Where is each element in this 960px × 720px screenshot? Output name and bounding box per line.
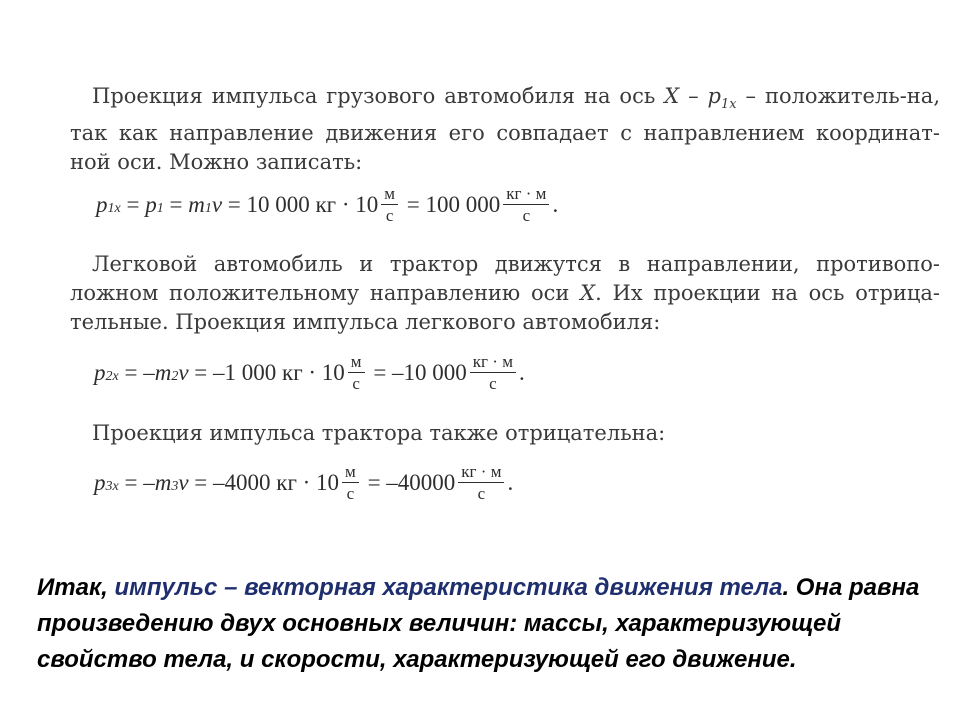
eq3-result: = –40000 bbox=[361, 470, 456, 495]
eq1-lhs: p bbox=[96, 192, 108, 217]
eq2-lhs: p bbox=[94, 360, 106, 385]
fraction-numerator: м bbox=[381, 184, 398, 205]
summary-rest: Она равна произведению двух основных величин: массы, характеризующей свойство тела, и скорости, характеризующей его движение. bbox=[37, 574, 920, 673]
eq2-unit-fraction-2 bbox=[470, 352, 516, 393]
summary-lead: Итак, bbox=[37, 574, 115, 601]
eq2-period: . bbox=[518, 360, 525, 385]
eq1-m-sub: 1 bbox=[204, 201, 212, 216]
summary-dot: . bbox=[782, 574, 790, 601]
eq1-p-sub: 1 bbox=[156, 201, 164, 216]
eq3-unit-fraction-2 bbox=[458, 462, 504, 503]
eq3-v: v bbox=[178, 470, 189, 495]
symbol-subscript: 1x bbox=[720, 97, 737, 113]
eq1-lhs-sub: 1x bbox=[107, 201, 121, 216]
fraction-denominator: с bbox=[489, 374, 497, 393]
fraction-numerator: кг · м bbox=[458, 462, 504, 483]
paragraph-3 bbox=[70, 419, 940, 448]
fraction-numerator: кг · м bbox=[470, 352, 516, 373]
eq3-unit-fraction-1 bbox=[342, 462, 359, 503]
fraction-denominator: с bbox=[522, 206, 531, 225]
axis-label: X bbox=[580, 281, 596, 305]
eq1-period: . bbox=[552, 192, 559, 217]
eq1-unit-fraction-1 bbox=[381, 184, 398, 225]
eq2-v: v bbox=[178, 360, 189, 385]
eq2-unit-fraction-1 bbox=[348, 352, 365, 393]
eq1-p: p bbox=[145, 192, 157, 217]
paragraph-1-continuation: – положитель-на, так как направление движения его совпадает с направлением координат-ной оси. Можно записать: bbox=[70, 84, 940, 175]
symbol-p: p bbox=[707, 84, 721, 108]
dash: – bbox=[679, 84, 708, 108]
fraction-numerator: кг · м bbox=[503, 184, 549, 205]
fraction-denominator: с bbox=[352, 374, 360, 393]
summary-definition: импульс – векторная характеристика движения тела bbox=[114, 574, 783, 601]
eq2-m-sub: 2 bbox=[171, 369, 179, 384]
eq3-m: m bbox=[154, 470, 172, 495]
eq2-lhs-sub: 2x bbox=[105, 369, 119, 384]
paragraph-2-continuation: . Их проекции на ось отрица-тельные. Проекция импульса легкового автомобиля: bbox=[70, 281, 941, 334]
eq1-m: m bbox=[188, 192, 205, 217]
eq1-equals: = bbox=[120, 192, 146, 217]
equation-1 bbox=[96, 184, 558, 225]
fraction-denominator: с bbox=[477, 484, 486, 503]
eq3-value: = –4000 кг · 10 bbox=[188, 470, 340, 495]
equation-2 bbox=[94, 352, 525, 393]
summary-text bbox=[37, 570, 927, 678]
eq2-equals: = – bbox=[118, 360, 155, 385]
eq3-period: . bbox=[507, 470, 514, 495]
eq1-v: v bbox=[211, 192, 223, 217]
eq2-result: = –10 000 bbox=[367, 360, 467, 385]
eq1-result: = 100 000 bbox=[401, 192, 501, 217]
paragraph-2 bbox=[70, 250, 940, 337]
eq3-lhs-sub: 3x bbox=[105, 479, 119, 494]
eq3-m-sub: 3 bbox=[171, 479, 179, 494]
eq1-equals-2: = bbox=[163, 192, 189, 217]
fraction-numerator: м bbox=[342, 462, 359, 483]
fraction-denominator: с bbox=[346, 484, 355, 503]
eq3-lhs: p bbox=[94, 470, 106, 495]
equation-3 bbox=[94, 462, 513, 503]
eq2-value: = –1 000 кг · 10 bbox=[188, 360, 345, 385]
paragraph-2-text: Легковой автомобиль и трактор движутся в направлении, противопо-ложном положительному направлению оси bbox=[70, 252, 940, 305]
paragraph-3-text: Проекция импульса трактора также отрицательна: bbox=[92, 421, 666, 445]
fraction-denominator: с bbox=[385, 206, 394, 225]
eq3-equals: = – bbox=[118, 470, 155, 495]
paragraph-1-text: Проекция импульса грузового автомобиля на ось bbox=[92, 84, 665, 108]
eq1-unit-fraction-2 bbox=[503, 184, 549, 225]
paragraph-1 bbox=[70, 82, 940, 177]
eq2-m: m bbox=[154, 360, 172, 385]
axis-label: X bbox=[664, 84, 680, 108]
eq1-value: = 10 000 кг · 10 bbox=[222, 192, 379, 217]
fraction-numerator: м bbox=[348, 352, 365, 373]
